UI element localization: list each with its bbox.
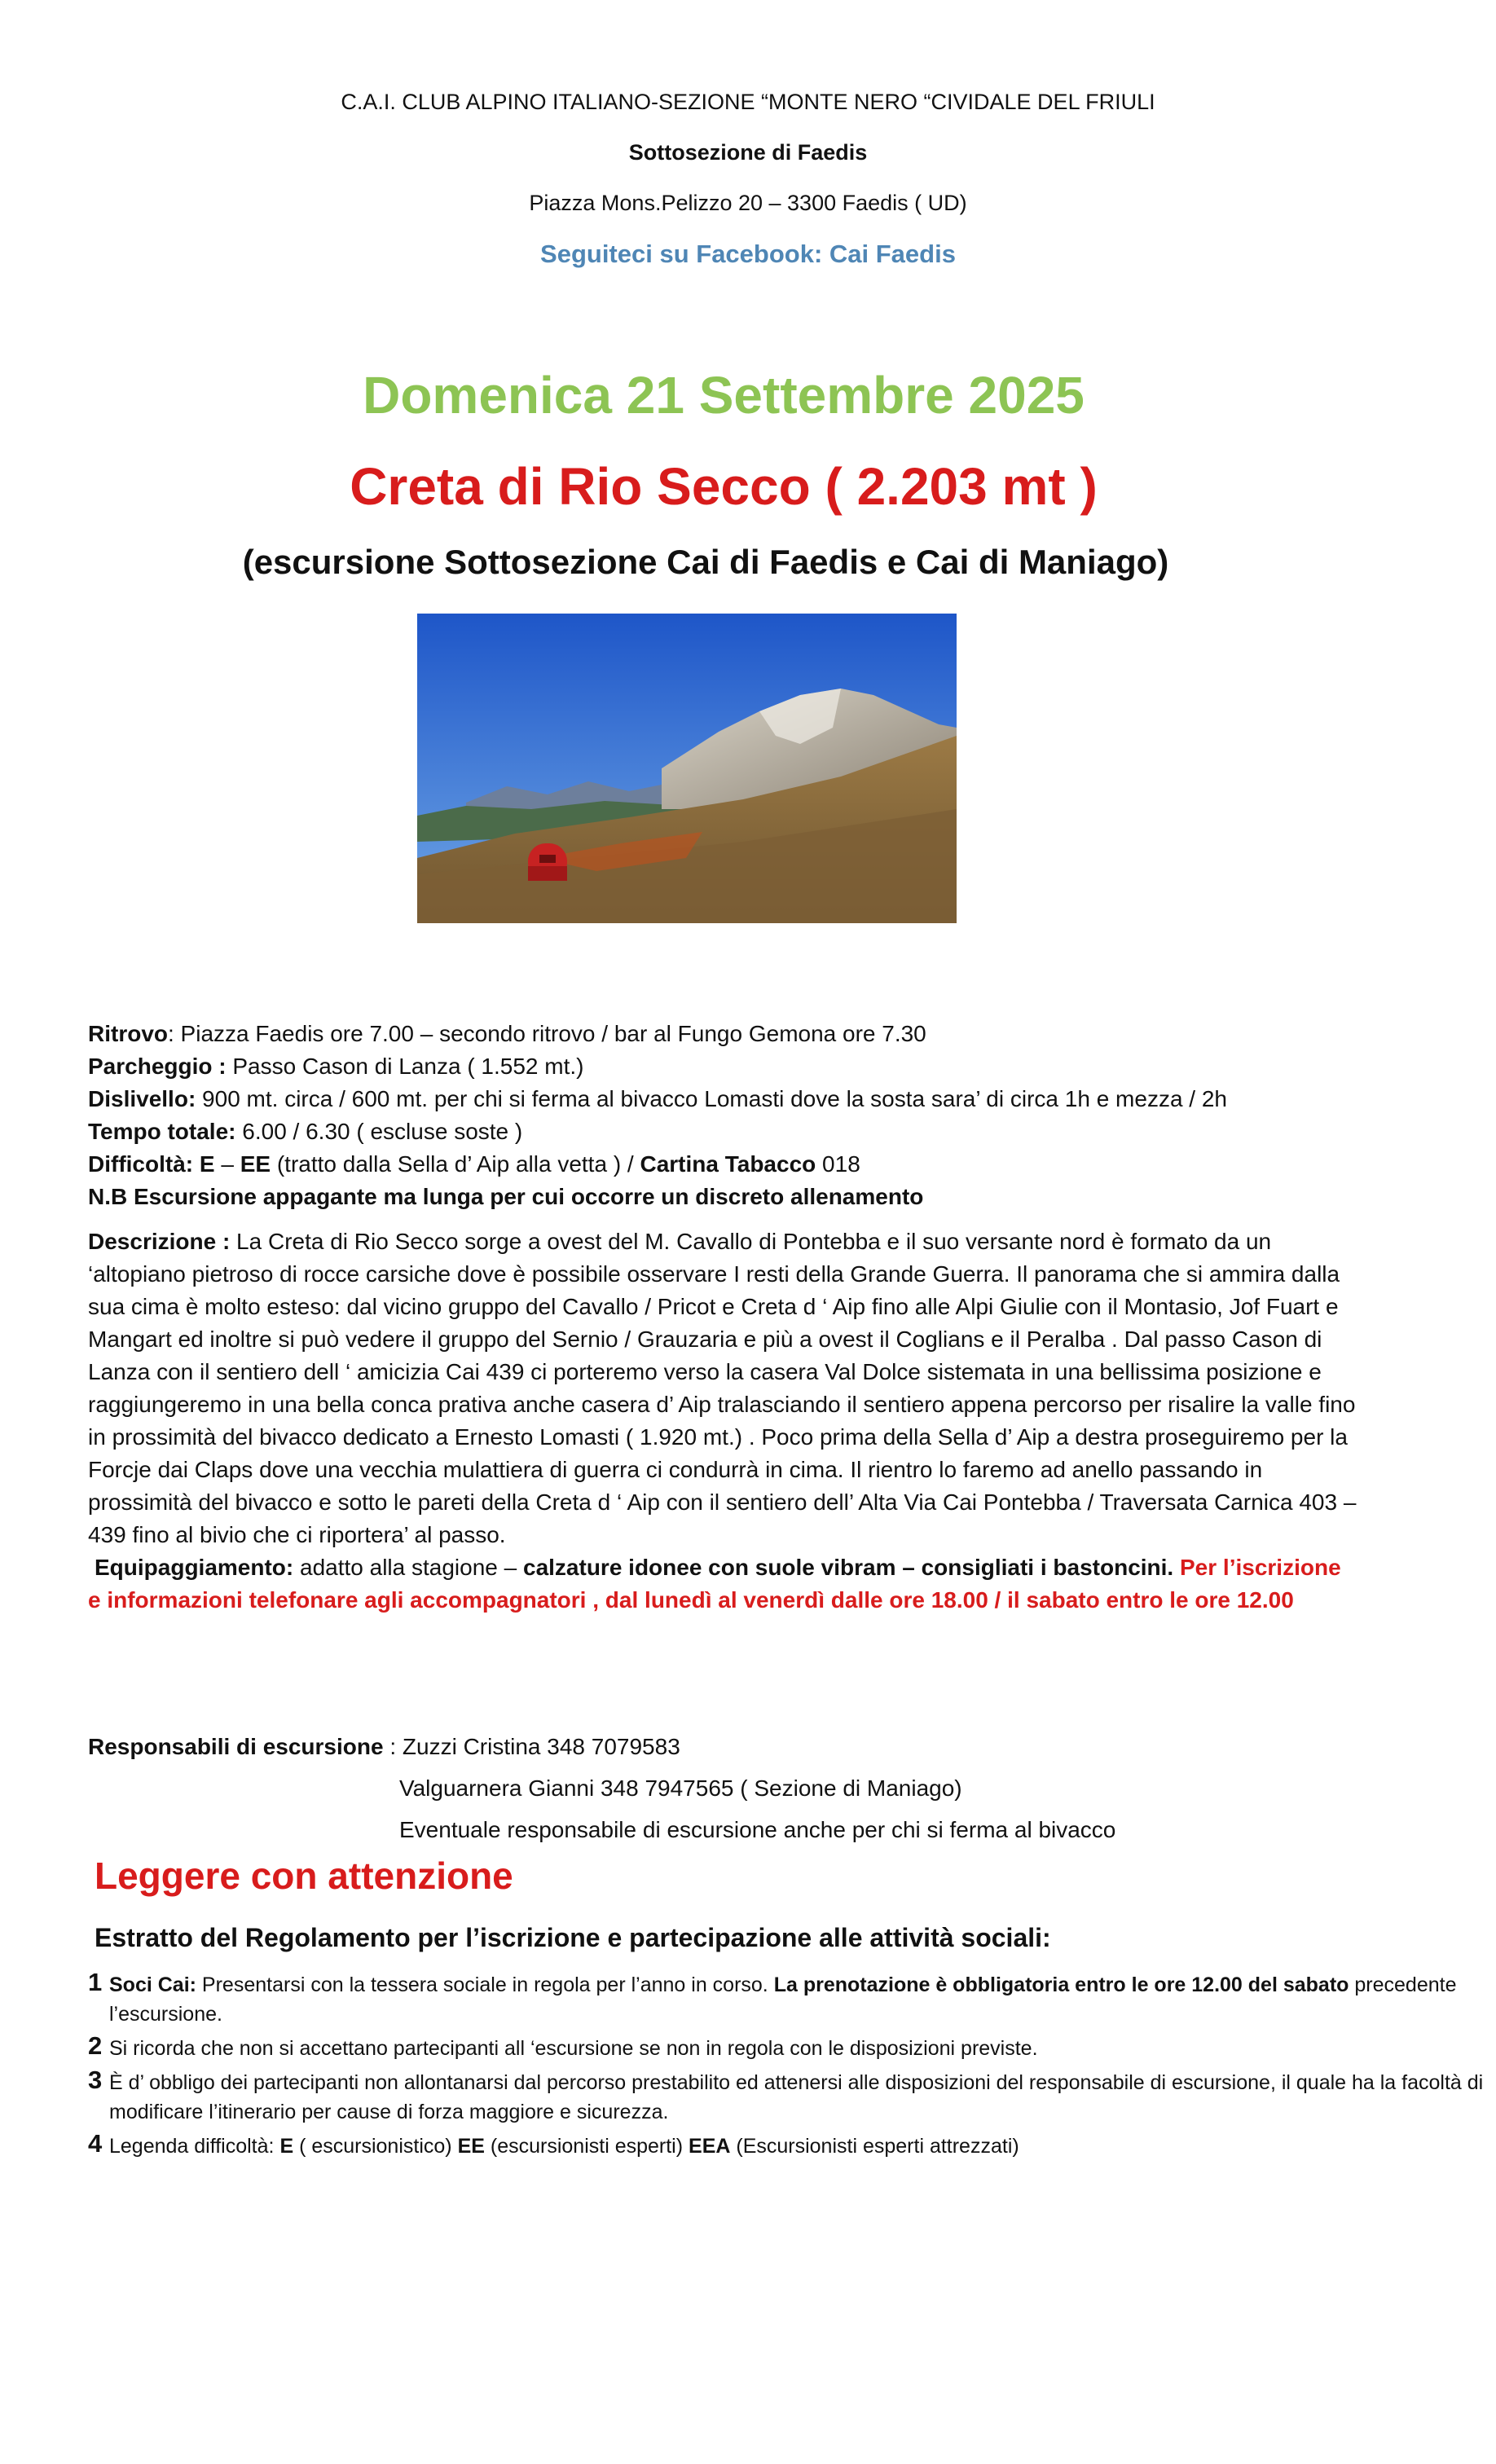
rule-item — [88, 2129, 1489, 2161]
responsabili-block — [88, 1726, 1115, 1850]
event-date: Domenica 21 Settembre 2025 — [363, 366, 1085, 425]
rules-list — [88, 1970, 1489, 2166]
responsabile-1: : Zuzzi Cristina 348 7079583 — [383, 1734, 680, 1759]
mountain-photo — [417, 614, 957, 923]
difficolta-ee: EE — [240, 1151, 271, 1177]
regulation-title: Estratto del Regolamento per l’iscrizione e partecipazione alle attività sociali: — [95, 1923, 1051, 1952]
subsection-name: Sottosezione di Faedis — [628, 140, 868, 165]
event-title: Creta di Rio Secco ( 2.203 mt ) — [350, 457, 1098, 516]
rule-text: È d’ obbligo dei partecipanti non allontanarsi dal percorso prestabilito ed attenersi alle disposizioni del responsabile di escursione, il quale ha la facoltà di modificare l’itinerario per cause di forza maggiore e sicurezza. — [109, 2071, 1484, 2123]
dislivello-line — [88, 1083, 1424, 1115]
parcheggio-label: Parcheggio : — [88, 1054, 227, 1079]
rule-pre: Legenda difficoltà: — [109, 2135, 280, 2158]
attention-heading: Leggere con attenzione — [95, 1855, 513, 1897]
rule-item — [88, 2068, 1489, 2127]
ritrovo-label: Ritrovo — [88, 1021, 168, 1046]
parcheggio-line — [88, 1050, 1424, 1083]
rule-label: Soci Cai: — [109, 1973, 196, 1996]
rule-item — [88, 1970, 1489, 2029]
rule-number: 4 — [88, 2129, 103, 2158]
details-block — [88, 1018, 1424, 1213]
dislivello-value: 900 mt. circa / 600 mt. per chi si ferma al bivacco Lomasti dove la sosta sara’ di circa 1h e mezza / 2h — [196, 1086, 1227, 1111]
contact-info: Per l’iscrizione e informazioni telefonare agli accompagnatori , dal lunedì al venerdì dalle ore 18.00 / il sabato entro le ore 12.00 — [88, 1555, 1341, 1613]
responsabile-3: Eventuale responsabile di escursione anche per chi si ferma al bivacco — [399, 1817, 1116, 1842]
rule-number: 1 — [88, 1968, 103, 1996]
legend-eea-text: (Escursionisti esperti attrezzati) — [730, 2135, 1019, 2158]
dislivello-label: Dislivello: — [88, 1086, 196, 1111]
difficolta-sep: – — [214, 1151, 240, 1177]
equip-value: adatto alla stagione – — [293, 1555, 523, 1580]
facebook-link[interactable]: Seguiteci su Facebook: Cai Faedis — [540, 240, 956, 268]
equip-bold: calzature idonee con suole vibram – consigliati i bastoncini. — [523, 1555, 1174, 1580]
address: Piazza Mons.Pelizzo 20 – 3300 Faedis ( UD) — [529, 191, 967, 215]
rule-number: 3 — [88, 2066, 103, 2094]
rule-after: precedente l’escursione. — [109, 1973, 1457, 2026]
legend-eea: EEA — [689, 2135, 731, 2158]
rule-number: 2 — [88, 2031, 103, 2060]
difficolta-line — [88, 1148, 1424, 1181]
description-text: La Creta di Rio Secco sorge a ovest del M. Cavallo di Pontebba e il suo versante nord è formato da un ‘altopiano pietroso di rocce carsiche dove è possibile osservare I resti della Grande Guerra. Il panorama che si ammira dalla sua cima è molto esteso: dal vicino gruppo del Cavallo / Pricot e Creta d ‘ Aip fino alle Alpi Giulie con il Montasio, Jof Fuart e Mangart ed inoltre si può vedere il gruppo del Sernio / Grauzaria e più a ovest il Coglians e il Peralba . Dal passo Cason di Lanza con il sentiero dell ‘ amicizia Cai 439 ci porteremo verso la casera Val Dolce sistemata in una bellissima posizione e raggiungeremo in una bella conca prativa anche casera d’ Aip tralasciando il sentiero appena percorso per risalire la valle fino in prossimità del bivacco dedicato a Ernesto Lomasti ( 1.920 mt.) . Poco prima della Sella d’ Aip a destra proseguiremo per la Forcje dai Claps dove una vecchia mulattiera di guerra ci condurrà in cima. Il rientro lo faremo ad anello passando in prossimità del bivacco e sotto le pareti della Creta d ‘ Aip con il sentiero dell’ Alta Via Cai Pontebba / Traversata Carnica 403 – 439 fino al bivio che ci riportera’ al passo. — [88, 1229, 1357, 1547]
description-block — [88, 1225, 1359, 1617]
description-label: Descrizione : — [88, 1229, 231, 1254]
club-name: C.A.I. CLUB ALPINO ITALIANO-SEZIONE “MONTE NERO “CIVIDALE DEL FRIULI — [341, 90, 1155, 114]
rule-item — [88, 2031, 1489, 2063]
rule-text: Presentarsi con la tessera sociale in regola per l’anno in corso. — [196, 1973, 774, 1996]
ritrovo-value: : Piazza Faedis ore 7.00 – secondo ritrovo / bar al Fungo Gemona ore 7.30 — [168, 1021, 926, 1046]
tempo-label: Tempo totale: — [88, 1119, 236, 1144]
legend-e-text: ( escursionistico) — [293, 2135, 458, 2158]
legend-e: E — [279, 2135, 294, 2158]
ritrovo-line — [88, 1018, 1424, 1050]
responsabile-2: Valguarnera Gianni 348 7947565 ( Sezione di Maniago) — [399, 1775, 962, 1801]
cartina-value: 018 — [816, 1151, 860, 1177]
difficolta-value: (tratto dalla Sella d’ Aip alla vetta ) / — [271, 1151, 640, 1177]
rule-text: Si ricorda che non si accettano partecipanti all ‘escursione se non in regola con le disposizioni previste. — [109, 2037, 1038, 2060]
legend-ee: EE — [457, 2135, 485, 2158]
legend-ee-text: (escursionisti esperti) — [484, 2135, 689, 2158]
rule-bold: La prenotazione è obbligatoria entro le ore 12.00 del sabato — [773, 1973, 1349, 1996]
tempo-value: 6.00 / 6.30 ( escluse soste ) — [235, 1119, 523, 1144]
event-subtitle: (escursione Sottosezione Cai di Faedis e Cai di Maniago) — [242, 543, 1169, 581]
equip-label: Equipaggiamento: — [95, 1555, 294, 1580]
difficolta-label: Difficoltà: E — [88, 1151, 215, 1177]
tempo-line — [88, 1115, 1424, 1148]
parcheggio-value: Passo Cason di Lanza ( 1.552 mt.) — [226, 1054, 584, 1079]
cartina-label: Cartina Tabacco — [640, 1151, 816, 1177]
responsabili-label: Responsabili di escursione — [88, 1734, 384, 1759]
nb-note: N.B Escursione appagante ma lunga per cui occorre un discreto allenamento — [88, 1184, 924, 1209]
